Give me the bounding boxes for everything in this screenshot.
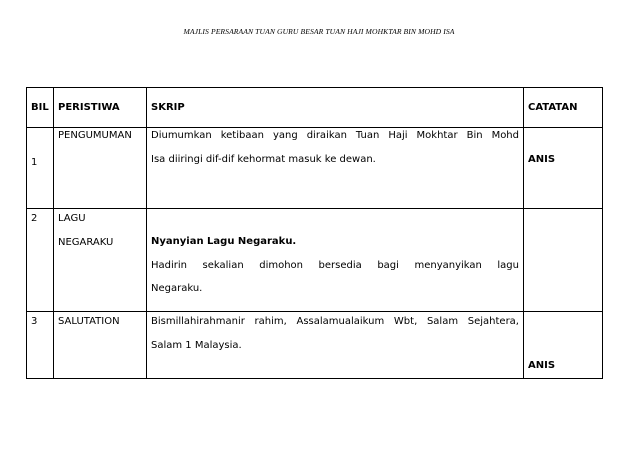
table-row xyxy=(27,209,603,312)
column-header-bil: BIL xyxy=(27,88,54,128)
bil-cell xyxy=(27,312,54,379)
catatan-cell xyxy=(524,312,603,379)
bil-cell xyxy=(27,128,54,209)
catatan-value: ANIS xyxy=(528,360,556,371)
skrip-line: Bismillahirahmanir rahim, Assalamualaikum Wbt, Salam Sejahtera, xyxy=(151,316,519,327)
peristiwa-text: NEGARAKU xyxy=(58,236,114,248)
catatan-value: ANIS xyxy=(528,154,556,165)
table-header-row xyxy=(27,88,603,128)
document-title: MAJLIS PERSARAAN TUAN GURU BESAR TUAN HAJI MOHKTAR BIN MOHD ISA xyxy=(183,27,455,36)
script-table xyxy=(26,87,603,379)
bil-cell xyxy=(27,209,54,312)
column-header-skrip: SKRIP xyxy=(147,88,524,128)
skrip-cell xyxy=(147,209,524,312)
skrip-cell xyxy=(147,128,524,209)
table-row xyxy=(27,128,603,209)
peristiwa-cell xyxy=(54,209,147,312)
skrip-line: Salam 1 Malaysia. xyxy=(151,339,242,351)
skrip-line: Hadirin sekalian dimohon bersedia bagi menyanyikan lagu xyxy=(151,259,519,271)
column-header-peristiwa: PERISTIWA xyxy=(54,88,147,128)
peristiwa-text: SALUTATION xyxy=(58,316,120,327)
bil-value: 3 xyxy=(31,316,38,327)
skrip-line: Negaraku. xyxy=(151,283,203,294)
skrip-line: Isa diiringi dif-dif kehormat masuk ke dewan. xyxy=(151,153,376,165)
table-row xyxy=(27,312,603,379)
catatan-cell xyxy=(524,209,603,312)
skrip-heading: Nyanyian Lagu Negaraku. xyxy=(151,236,297,247)
peristiwa-cell xyxy=(54,128,147,209)
peristiwa-cell xyxy=(54,312,147,379)
peristiwa-text: LAGU xyxy=(58,213,86,224)
skrip-cell xyxy=(147,312,524,379)
skrip-line: Diumumkan ketibaan yang diraikan Tuan Haji Mokhtar Bin Mohd xyxy=(151,130,519,141)
bil-value: 2 xyxy=(31,213,38,224)
column-header-catatan: CATATAN xyxy=(524,88,603,128)
catatan-cell xyxy=(524,128,603,209)
bil-value: 1 xyxy=(31,157,38,168)
peristiwa-text: PENGUMUMAN xyxy=(58,130,132,141)
